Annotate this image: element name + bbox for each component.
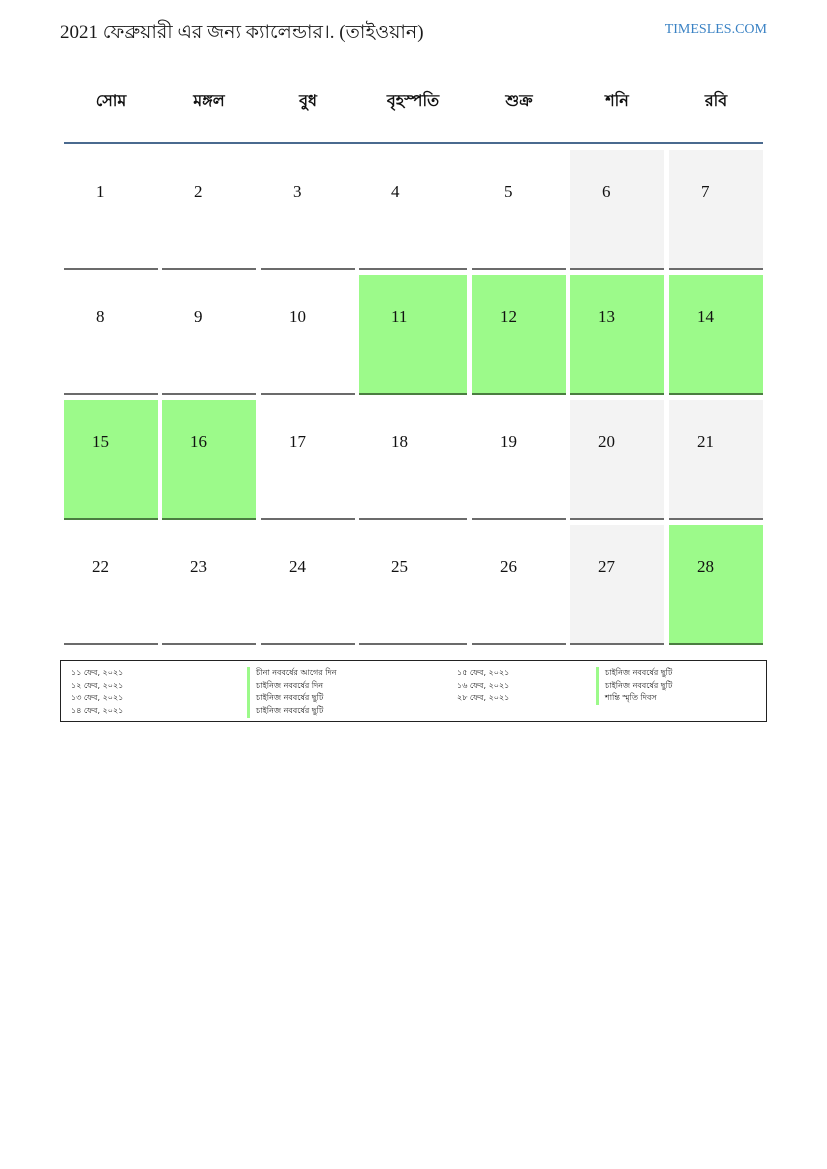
day-cell[interactable] (669, 525, 763, 645)
day-cell[interactable] (570, 275, 664, 395)
day-number: 4 (391, 182, 400, 201)
legend-date: ১২ ফেব, ২০২১ (71, 680, 124, 690)
legend-holiday-name: চাইনিজ নববর্ষের ছুটি (596, 667, 672, 680)
day-cell[interactable] (261, 275, 355, 395)
day-number: 25 (391, 557, 408, 576)
day-cell[interactable] (261, 150, 355, 270)
weekday-label: বুধ (299, 91, 317, 110)
weekday-label: শুক্র (505, 91, 533, 110)
day-cell[interactable] (162, 150, 256, 270)
page-title: 2021 ফেব্রুয়ারী এর জন্য ক্যালেন্ডার।. (তাইওয়ান) (60, 22, 424, 43)
day-cell[interactable] (570, 525, 664, 645)
day-number: 15 (92, 432, 109, 451)
day-number: 21 (697, 432, 714, 451)
day-cell[interactable] (162, 525, 256, 645)
day-cell[interactable] (359, 400, 467, 520)
day-number: 7 (701, 182, 710, 201)
day-cell[interactable] (162, 275, 256, 395)
day-number: 5 (504, 182, 513, 201)
day-number: 10 (289, 307, 306, 326)
day-cell[interactable] (64, 400, 158, 520)
day-cell[interactable] (64, 275, 158, 395)
legend-holiday-name: চাইনিজ নববর্ষের ছুটি (596, 680, 672, 693)
day-cell[interactable] (570, 400, 664, 520)
day-number: 6 (602, 182, 611, 201)
legend-date: ১৪ ফেব, ২০২১ (71, 705, 124, 715)
weekday-label: বৃহস্পতি (386, 91, 440, 110)
day-number: 28 (697, 557, 714, 576)
day-number: 19 (500, 432, 517, 451)
day-cell[interactable] (669, 150, 763, 270)
weekday-label: রবি (704, 91, 728, 110)
day-number: 12 (500, 307, 517, 326)
legend-holiday-name: চাইনিজ নববর্ষের দিন (247, 680, 323, 693)
day-number: 13 (598, 307, 615, 326)
day-cell[interactable] (359, 275, 467, 395)
day-cell[interactable] (359, 150, 467, 270)
legend-date: ১৩ ফেব, ২০২১ (71, 693, 124, 702)
day-number: 17 (289, 432, 306, 451)
legend-holiday-name: শান্তি স্মৃতি দিবস (596, 692, 657, 705)
day-number: 8 (96, 307, 105, 326)
header-divider (64, 142, 763, 144)
day-number: 22 (92, 557, 109, 576)
day-number: 2 (194, 182, 203, 201)
day-cell[interactable] (669, 275, 763, 395)
day-cell[interactable] (261, 400, 355, 520)
legend-date: ১১ ফেব, ২০২১ (71, 668, 124, 677)
day-number: 14 (697, 307, 714, 326)
day-number: 9 (194, 307, 203, 326)
day-number: 20 (598, 432, 615, 451)
day-number: 27 (598, 557, 615, 576)
day-cell[interactable] (64, 150, 158, 270)
day-number: 16 (190, 432, 207, 451)
day-cell[interactable] (570, 150, 664, 270)
day-number: 3 (293, 182, 302, 201)
day-cell[interactable] (472, 150, 566, 270)
day-cell[interactable] (472, 525, 566, 645)
weekday-label: সোম (95, 91, 127, 110)
legend-holiday-name: চীনা নববর্ষের আগের দিন (247, 667, 337, 680)
day-cell[interactable] (162, 400, 256, 520)
day-number: 24 (289, 557, 306, 576)
legend-date: ১৬ ফেব, ২০২১ (457, 680, 510, 690)
legend-date: ২৮ ফেব, ২০২১ (457, 693, 510, 702)
day-cell[interactable] (261, 525, 355, 645)
day-cell[interactable] (669, 400, 763, 520)
day-cell[interactable] (359, 525, 467, 645)
day-cell[interactable] (472, 275, 566, 395)
day-number: 11 (391, 307, 408, 326)
day-number: 1 (96, 182, 105, 201)
day-cell[interactable] (64, 525, 158, 645)
brand-link[interactable]: TIMESLES.COM (664, 22, 767, 37)
weekday-header-row (0, 88, 827, 118)
weekday-label: শনি (605, 91, 629, 110)
day-number: 26 (500, 557, 517, 576)
legend-holiday-name: চাইনিজ নববর্ষের ছুটি (247, 692, 323, 705)
holiday-legend (60, 660, 767, 722)
day-number: 18 (391, 432, 408, 451)
legend-holiday-name: চাইনিজ নববর্ষের ছুটি (247, 705, 323, 718)
day-cell[interactable] (472, 400, 566, 520)
legend-date: ১৫ ফেব, ২০২১ (457, 668, 510, 677)
day-number: 23 (190, 557, 207, 576)
weekday-label: মঙ্গল (193, 91, 225, 110)
